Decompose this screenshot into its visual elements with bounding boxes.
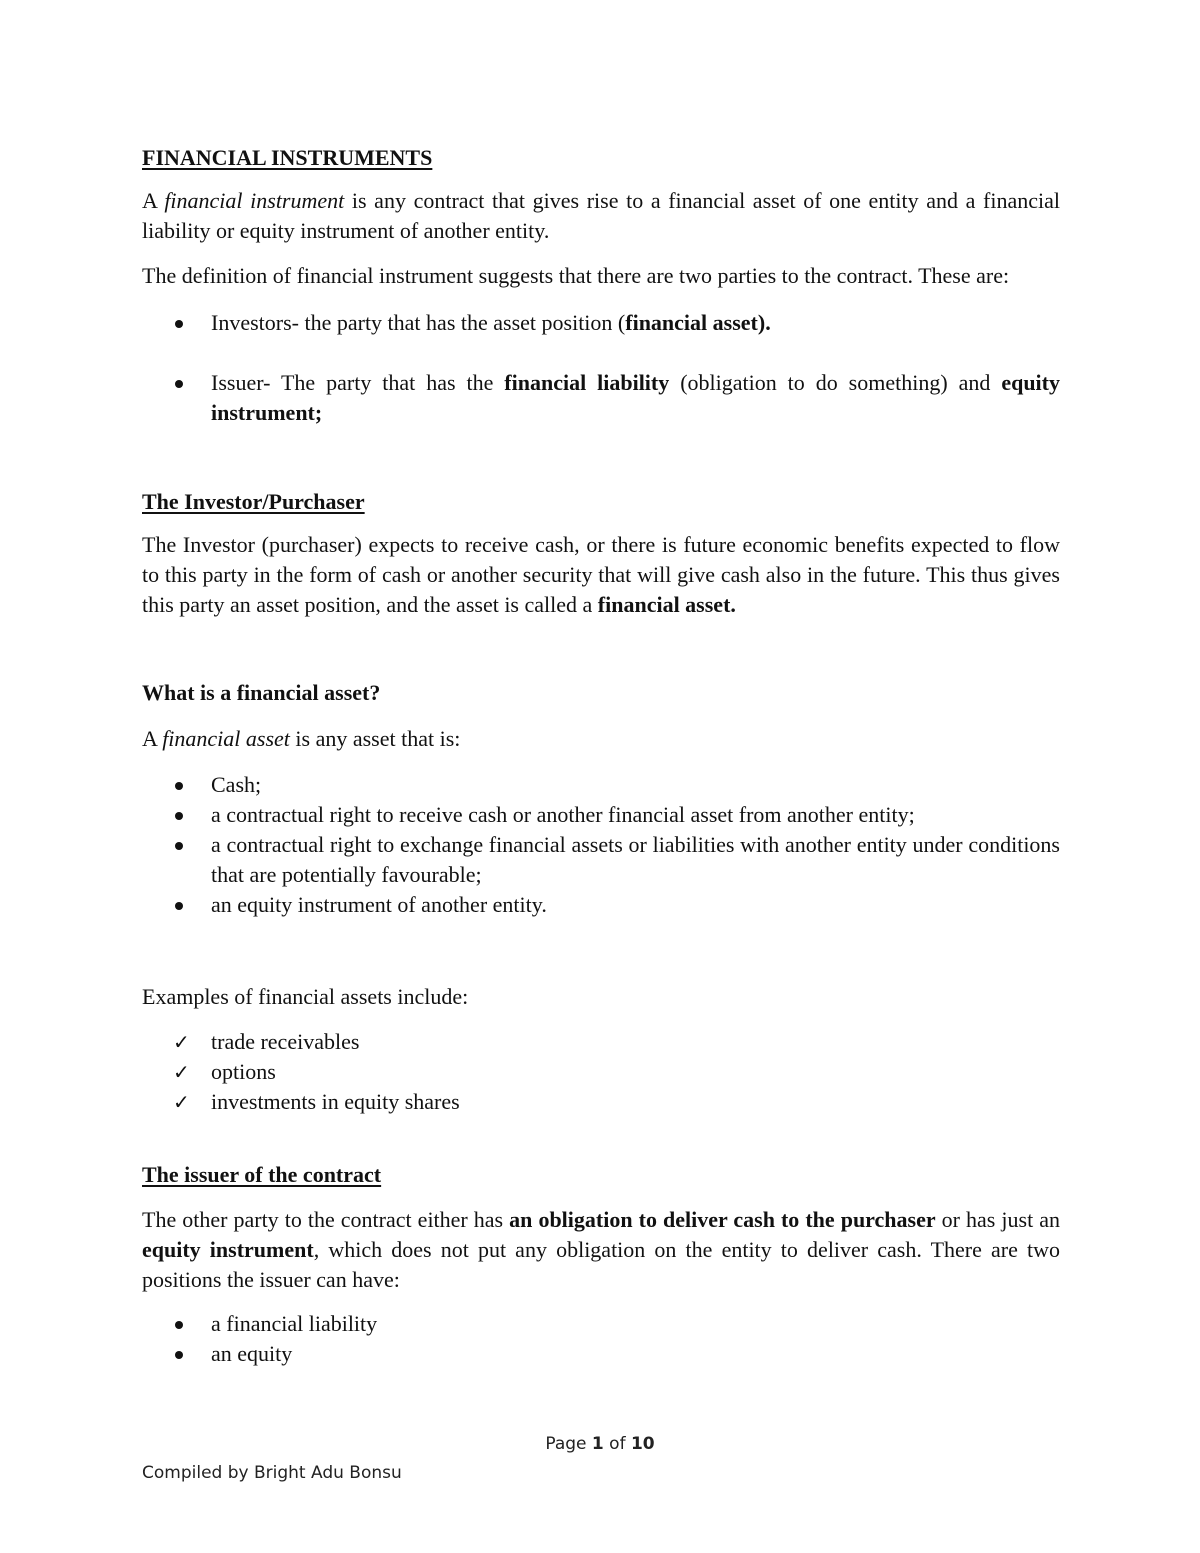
- bullet-icon: [175, 812, 183, 820]
- parties-list-issuer: [142, 368, 1060, 428]
- list-item: an equity instrument of another entity.: [142, 890, 1060, 920]
- examples-list: [142, 1027, 1060, 1117]
- intro-parties-text: The definition of financial instrument suggests that there are two parties to the contract. These are:: [142, 263, 1010, 288]
- issuer-paragraph: The other party to the contract either has an obligation to deliver cash to the purchaser or has just an equity instrument, which does not put any obligation on the entity to deliver cash. There are two positions the issuer can have:: [142, 1207, 1061, 1292]
- issuer-heading: The issuer of the contract: [142, 1162, 382, 1187]
- list-item: ✓ investments in equity shares: [142, 1087, 1060, 1117]
- intro-definition: A financial instrument is any contract that gives rise to a financial asset of one entity and a financial liability or equity instrument of another entity.: [142, 188, 1060, 243]
- bullet-icon: [175, 380, 183, 388]
- list-item: an equity: [142, 1339, 1060, 1369]
- list-item: Cash;: [142, 770, 1060, 800]
- bullet-icon: [175, 782, 183, 790]
- issuer-positions-list: [142, 1309, 1060, 1369]
- list-item: a financial liability: [142, 1309, 1060, 1339]
- list-item: a contractual right to exchange financial assets or liabilities with another entity under conditions that are potentially favourable;: [142, 830, 1060, 890]
- investor-heading: The Investor/Purchaser: [142, 489, 365, 514]
- bullet-icon: [175, 1321, 183, 1329]
- list-item: Investors- the party that has the asset position (financial asset).: [142, 308, 1060, 338]
- financial-asset-definition: A financial asset is any asset that is:: [142, 726, 461, 751]
- check-icon: ✓: [173, 1090, 190, 1114]
- financial-asset-list: [142, 770, 1060, 920]
- bullet-icon: [175, 1351, 183, 1359]
- bullet-icon: [175, 842, 183, 850]
- page-number: Page 1 of 10: [545, 1434, 655, 1454]
- list-item: ✓ options: [142, 1057, 1060, 1087]
- check-icon: ✓: [173, 1030, 190, 1054]
- bullet-icon: [175, 320, 183, 328]
- list-item: Issuer- The party that has the financial liability (obligation to do something) and equity instrument;: [142, 368, 1060, 428]
- examples-intro: Examples of financial assets include:: [142, 984, 469, 1009]
- check-icon: ✓: [173, 1060, 190, 1084]
- compiled-by: Compiled by Bright Adu Bonsu: [142, 1463, 402, 1483]
- parties-list: [142, 308, 1060, 338]
- bullet-icon: [175, 902, 183, 910]
- page-title: FINANCIAL INSTRUMENTS: [142, 145, 433, 170]
- list-item: ✓ trade receivables: [142, 1027, 1060, 1057]
- financial-asset-heading: What is a financial asset?: [142, 680, 381, 705]
- list-item: a contractual right to receive cash or another financial asset from another entity;: [142, 800, 1060, 830]
- investor-paragraph: The Investor (purchaser) expects to receive cash, or there is future economic benefits expected to flow to this party in the form of cash or another security that will give cash also in the future. This thus gives this party an asset position, and the asset is called a financial asset.: [142, 532, 1060, 617]
